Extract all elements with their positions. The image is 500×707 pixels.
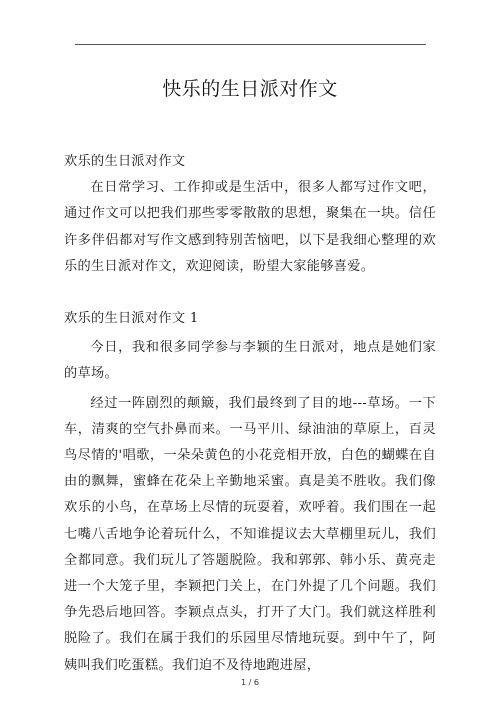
paragraph: 经过一阵剧烈的颠簸，我们最终到了目的地---草场。一下车，清爽的空气扑鼻而来。一马平川、绿油油的草原上，百灵鸟尽情的'唱歌，一朵朵黄色的小花竞相开放，白色的蝴蝶在自由的飘舞，蜜蜂在花朵上辛勤地采蜜。真是美不胜收。我们像欢乐的小鸟，在草场上尽情的玩耍着，欢呼着。我们围在一起七嘴八舌地争论着玩什么，不知谁提议去大草棚里玩儿，我们全都同意。我们玩儿了答题脱险。我和郭郭、韩小乐、黄亮走进一个大笼子里，李颖把门关上，在门外提了几个问题。我们争先恐后地回答。李颖点点头，打开了大门。我们就这样胜利脱险了。我们在属于我们的乐园里尽情地玩耍。到中午了，阿姨叫我们吃蛋糕。我们迫不及待地跑进屋，: [64, 395, 436, 673]
document-body: [64, 149, 436, 679]
section-heading: 欢乐的生日派对作文 1: [64, 311, 199, 327]
document-title: 快乐的生日派对作文: [162, 78, 338, 100]
paragraph: 今日，我和很多同学参与李颖的生日派对，地点是她们家的草场。: [64, 340, 436, 382]
page-number: 1 / 6: [241, 678, 259, 687]
section-heading: 欢乐的生日派对作文: [64, 154, 186, 169]
paragraph: 在日常学习、工作抑或是生活中，很多人都写过作文吧，通过作文可以把我们那些零零散散的思想，聚集在一块。信任许多伴侣都对写作文感到特别苦恼吧，以下是我细心整理的欢乐的生日派对作文，欢迎阅读，盼望大家能够喜爱。: [64, 180, 436, 274]
header-rule: [75, 44, 426, 45]
